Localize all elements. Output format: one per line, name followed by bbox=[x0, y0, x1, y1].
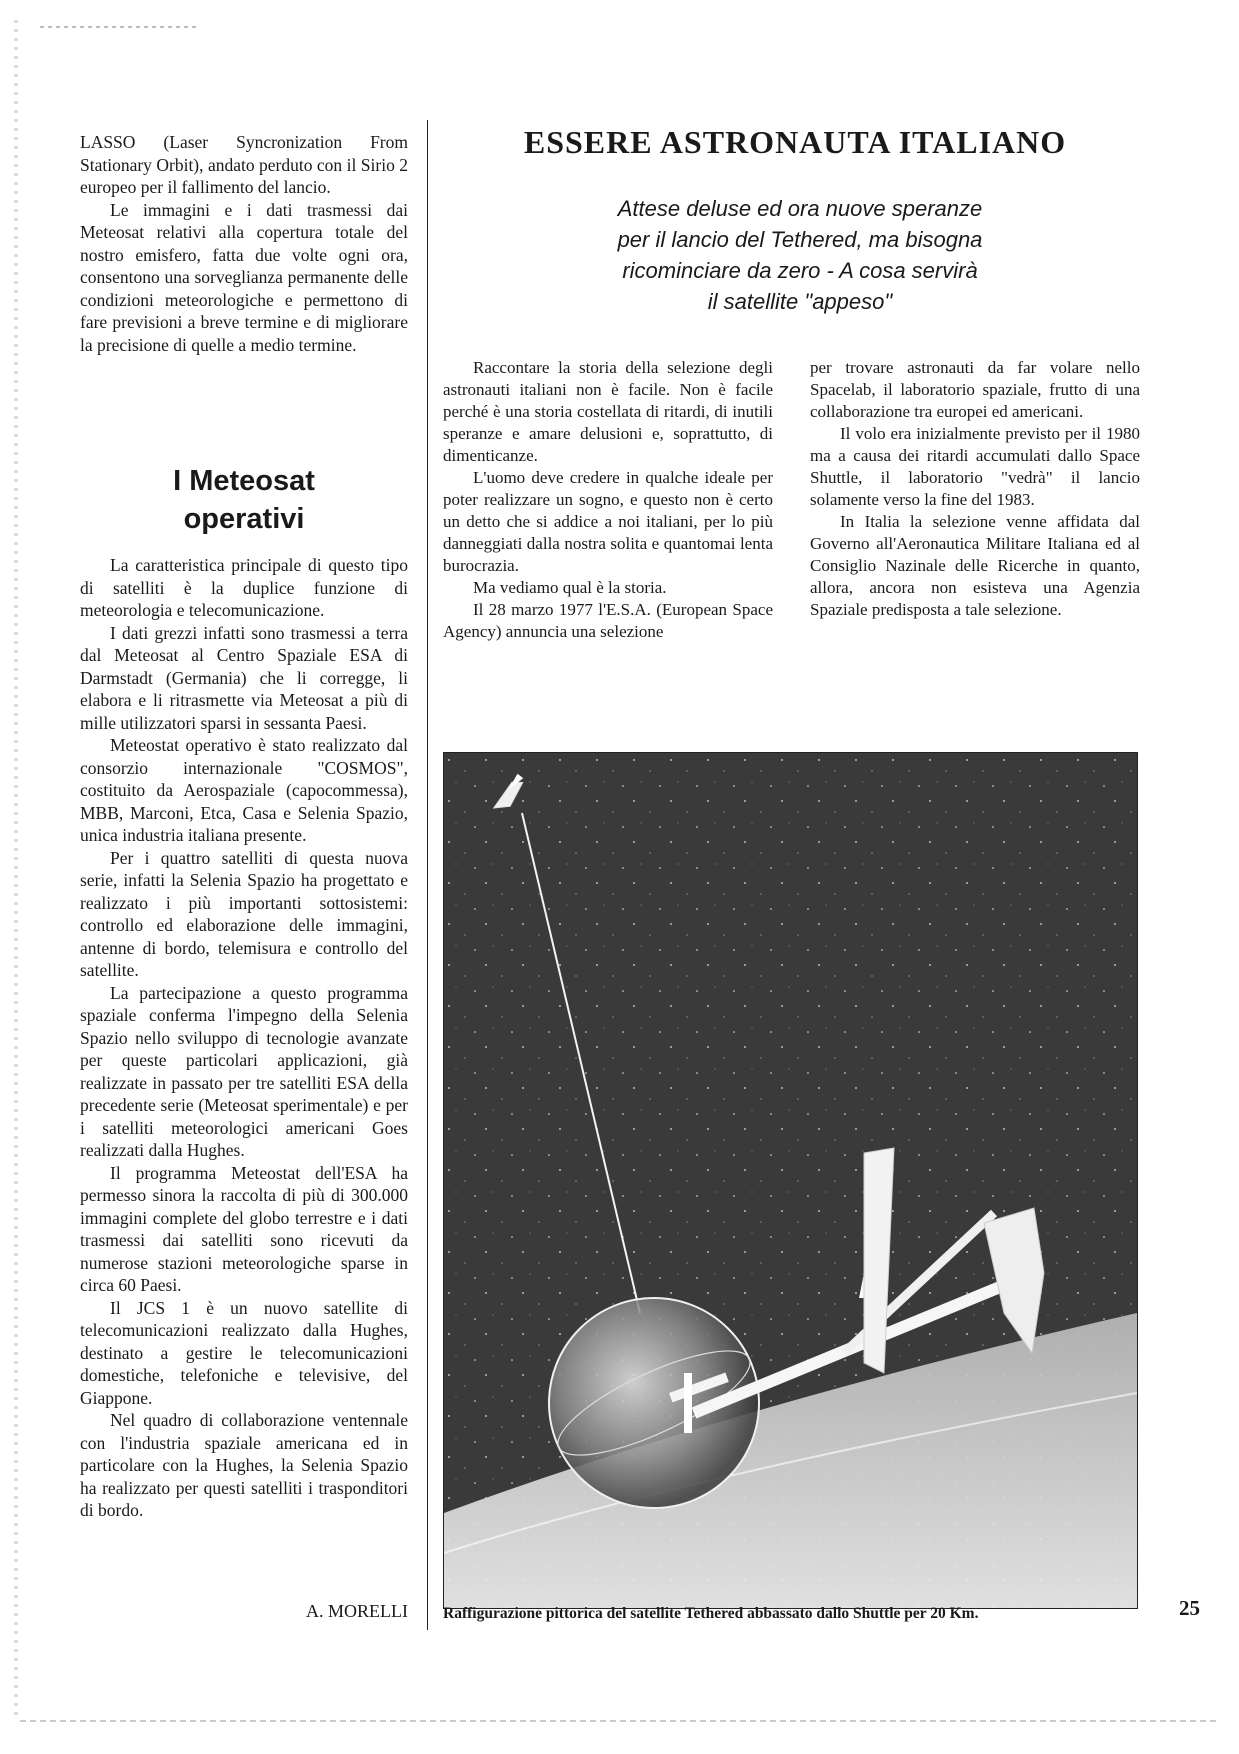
paragraph: Ma vediamo qual è la storia. bbox=[473, 578, 667, 597]
tethered-satellite-illustration bbox=[444, 753, 1137, 1608]
paragraph: Il programma Meteostat dell'ESA ha permesso sinora la raccolta di più di 300.000 immagini complete del globo terrestre e i dati trasmessi dai satelliti sono ricevuti da numerose stazioni meteorologiche sparse in circa 60 Paesi. bbox=[80, 1162, 408, 1295]
section-title bbox=[80, 462, 408, 538]
paragraph: Il volo era inizialmente previsto per il 1980 ma a causa dei ritardi accumulati dallo Space Shuttle, il laboratorio "vedrà" il lancio solamente verso la fine del 1983. bbox=[810, 424, 1140, 509]
paragraph: Il 28 marzo 1977 l'E.S.A. (European Space Agency) annuncia una selezione bbox=[443, 600, 773, 641]
paragraph: LASSO (Laser Syncronization From Stationary Orbit), andato perduto con il Sirio 2 europeo per il fallimento del lancio. bbox=[80, 132, 408, 197]
subtitle-line: Attese deluse ed ora nuove speranze bbox=[617, 196, 983, 221]
paragraph: Meteostat operativo è stato realizzato dal consorzio internazionale "COSMOS", costituito da Aerospaziale (capocommessa), MBB, Marconi, Etca, Casa e Selenia Spazio, unica industria italiana presente. bbox=[80, 735, 408, 845]
paragraph: In Italia la selezione venne affidata dal Governo all'Aeronautica Militare Italiana ed al Consiglio Nazinale delle Ricerche in quanto, allora, ancora non esisteva una Agenzia Spaziale predisposta a tale selezione. bbox=[810, 512, 1140, 619]
column-divider bbox=[427, 120, 428, 1630]
figure-caption: Raffigurazione pittorica del satellite Tethered abbassato dallo Shuttle per 20 Km. bbox=[443, 1605, 979, 1622]
paragraph: I dati grezzi infatti sono trasmessi a terra dal Meteosat al Centro Spaziale ESA di Darmstadt (Germania) che li corregge, li elabora e li ritrasmette via Meteosat a più di mille utilizzatori sparsi in sessanta Paesi. bbox=[80, 622, 408, 733]
paragraph: L'uomo deve credere in qualche ideale per poter realizzare un sogno, e questo non è certo un detto che si addice a noi italiani, per lo più danneggiati dalla nostra solita e quantomai lenta burocrazia. bbox=[443, 468, 773, 575]
article-column-2 bbox=[810, 357, 1140, 621]
paragraph: Per i quattro satelliti di questa nuova serie, infatti la Selenia Spazio ha progettato e realizzato i più importanti sottosistemi: controllo ed elaborazione delle immagini, antenne di bordo, telemisura e controllo del satellite. bbox=[80, 847, 408, 980]
subtitle-line: il satellite "appeso" bbox=[707, 289, 893, 314]
page-number: 25 bbox=[1179, 1596, 1200, 1620]
subtitle-line: per il lancio del Tethered, ma bisogna bbox=[617, 227, 983, 252]
satellite-illustration bbox=[443, 752, 1138, 1609]
subtitle-line: ricominciare da zero - A cosa servirà bbox=[622, 258, 978, 283]
paragraph: La caratteristica principale di questo tipo di satelliti è la duplice funzione di meteorologia e telecomunicazione. bbox=[80, 555, 408, 620]
section-title-line: I Meteosat bbox=[173, 465, 315, 497]
article-subtitle bbox=[540, 193, 1060, 317]
section-title-line: operativi bbox=[183, 503, 305, 535]
paragraph: Nel quadro di collaborazione ventennale con l'industria spaziale americana ed in particolare con la Hughes, la Selenia Spazio ha realizzato per questi satelliti i trasponditori di bordo. bbox=[80, 1410, 408, 1520]
paragraph: Le immagini e i dati trasmessi dai Meteosat relativi alla copertura totale del nostro emisfero, fatta due volte ogni ora, consentono una sorveglianza permanente delle condizioni meteorologiche e permettono di fare previsioni a breve termine e di migliorare la precisione di quelle a medio termine. bbox=[80, 199, 408, 355]
scan-edge-bottom bbox=[20, 1720, 1220, 1722]
paragraph: per trovare astronauti da far volare nello Spacelab, il laboratorio spaziale, frutto di una collaborazione tra europei ed americani. bbox=[810, 358, 1140, 421]
left-column-top bbox=[80, 131, 408, 356]
scan-edge-left bbox=[14, 20, 18, 1720]
paragraph: Il JCS 1 è un nuovo satellite di telecomunicazioni realizzato dalla Hughes, destinato a gestire le telecomunicazioni domestiche, telefoniche e televisive, del Giappone. bbox=[80, 1297, 408, 1408]
article-column-1 bbox=[443, 357, 773, 643]
article-title: ESSERE ASTRONAUTA ITALIANO bbox=[523, 124, 1067, 160]
left-column-body bbox=[80, 554, 408, 1522]
paragraph: Raccontare la storia della selezione degli astronauti italiani non è facile. Non è facile perché è una storia costellata di ritardi, di inutili speranze e amare delusioni e, soprattutto, di dimenticanze. bbox=[443, 358, 773, 465]
scan-edge-top bbox=[40, 26, 200, 28]
author-signature: A. MORELLI bbox=[306, 1601, 408, 1621]
paragraph: La partecipazione a questo programma spaziale conferma l'impegno della Selenia Spazio nello sviluppo di tecnologie avanzate per queste particolari applicazioni, già realizzate in passato per tre satelliti ESA della precedente serie (Meteosat sperimentale) e per i satelliti meteorologici americani Goes realizzati dalla Hughes. bbox=[80, 982, 408, 1160]
